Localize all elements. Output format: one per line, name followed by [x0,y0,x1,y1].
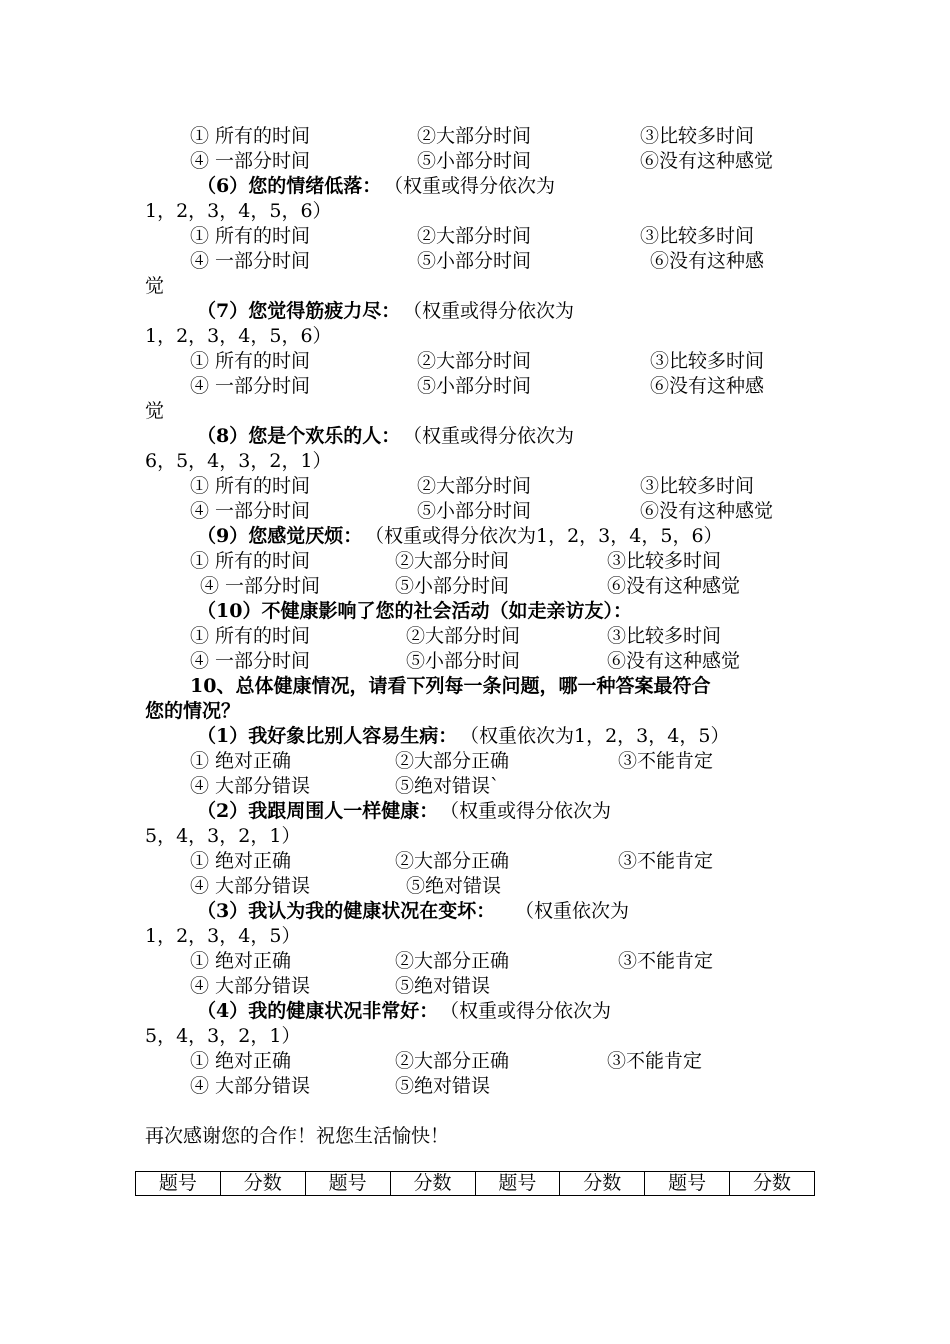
weights-text: 6，5，4，3，2，1） [145,450,332,472]
answer-option: ③比较多时间 [640,125,755,147]
wrap-text: 觉 [145,275,165,297]
weights-text: 5，4，3，2，1） [145,1025,301,1047]
table-cell-score: 分数 [220,1172,305,1196]
answer-option: ① 所有的时间 [190,225,311,247]
section-10-text: 10、总体健康情况，请看下列每一条问题，哪一种答案最符合 [190,675,711,697]
answer-option: ④ 一部分时间 [190,650,311,672]
answer-option: ① 绝对正确 [190,1050,292,1072]
question-7-text: （7）您觉得筋疲力尽： [197,300,401,322]
weights-text: 5，4，3，2，1） [145,825,301,847]
answer-option: ⑥没有这种感觉 [607,575,741,597]
wrap-text: 觉 [145,400,165,422]
answer-option: ③比较多时间 [607,550,722,572]
weights-text: 1，2，3，4，5，6） [145,200,332,222]
answer-option: ②大部分时间 [417,475,532,497]
table-cell-score: 分数 [560,1172,645,1196]
answer-option: ⑤小部分时间 [417,250,532,272]
answer-option: ②大部分正确 [395,850,510,872]
table-cell-question-no: 题号 [136,1172,221,1196]
answer-option: ③比较多时间 [640,225,755,247]
answer-option: ⑥没有这种感觉 [640,150,774,172]
question-10-4-text: （4）我的健康状况非常好： [197,1000,439,1022]
answer-option: ① 绝对正确 [190,750,292,772]
answer-option: ① 绝对正确 [190,850,292,872]
answer-option: ②大部分时间 [417,125,532,147]
table-cell-score: 分数 [730,1172,815,1196]
answer-option: ③不能肯定 [618,950,714,972]
answer-option: ⑤绝对错误 [406,875,502,897]
answer-option: ① 所有的时间 [190,625,311,647]
answer-option: ④ 大部分错误 [190,875,311,897]
question-10-1-text: （1）我好象比别人容易生病： [197,725,458,747]
answer-option: ②大部分时间 [395,550,510,572]
answer-option: ④ 一部分时间 [190,150,311,172]
closing-text: 再次感谢您的合作！祝您生活愉快！ [145,1125,450,1147]
table-cell-question-no: 题号 [475,1172,560,1196]
answer-option: ③比较多时间 [640,475,755,497]
answer-option: ① 绝对正确 [190,950,292,972]
answer-option: ④ 一部分时间 [190,250,311,272]
question-10-1-text: （权重依次为1，2，3，4，5） [460,725,730,747]
question-10-4-text: （权重或得分依次为 [440,1000,612,1022]
answer-option: ⑤绝对错误 [395,975,491,997]
answer-option: ⑤小部分时间 [406,650,521,672]
question-7-text: （权重或得分依次为 [403,300,575,322]
question-6-text: （权重或得分依次为 [384,175,556,197]
answer-option: ②大部分正确 [395,750,510,772]
question-8-text: （8）您是个欢乐的人： [197,425,401,447]
weights-text: 1，2，3，4，5，6） [145,325,332,347]
answer-option: ④ 大部分错误 [190,975,311,997]
table-cell-question-no: 题号 [305,1172,390,1196]
answer-option: ⑥没有这种感觉 [607,650,741,672]
answer-option: ① 所有的时间 [190,350,311,372]
answer-option: ⑤绝对错误` [395,775,500,797]
answer-option: ⑥没有这种感觉 [640,500,774,522]
weights-text: 1，2，3，4，5） [145,925,301,947]
answer-option: ③比较多时间 [650,350,765,372]
question-10-2-text: （权重或得分依次为 [440,800,612,822]
table-cell-question-no: 题号 [645,1172,730,1196]
answer-option: ⑤小部分时间 [395,575,510,597]
answer-option: ④ 一部分时间 [190,375,311,397]
answer-option: ⑥没有这种感 [650,250,765,272]
score-table [135,1171,815,1196]
answer-option: ⑤绝对错误 [395,1075,491,1097]
table-cell-score: 分数 [390,1172,475,1196]
answer-option: ②大部分时间 [417,225,532,247]
question-10-3-text: （3）我认为我的健康状况在变坏： [197,900,496,922]
question-8-text: （权重或得分依次为 [403,425,575,447]
answer-option: ① 所有的时间 [190,550,311,572]
question-10-3-text: （权重依次为 [515,900,630,922]
answer-option: ① 所有的时间 [190,475,311,497]
answer-option: ③不能肯定 [607,1050,703,1072]
answer-option: ③不能肯定 [618,750,714,772]
answer-option: ②大部分正确 [395,1050,510,1072]
answer-option: ②大部分时间 [417,350,532,372]
answer-option: ④ 一部分时间 [190,500,311,522]
answer-option: ③比较多时间 [607,625,722,647]
answer-option: ②大部分时间 [406,625,521,647]
answer-option: ⑤小部分时间 [417,500,532,522]
section-10-cont-text: 您的情况？ [145,700,241,722]
answer-option: ②大部分正确 [395,950,510,972]
question-6-text: （6）您的情绪低落： [197,175,382,197]
score-table-header-row [136,1172,815,1196]
answer-option: ④ 大部分错误 [190,1075,311,1097]
answer-option: ⑤小部分时间 [417,150,532,172]
answer-option: ⑥没有这种感 [650,375,765,397]
question-9-text: （权重或得分依次为1，2，3，4，5，6） [365,525,723,547]
question-9-text: （9）您感觉厌烦： [197,525,363,547]
answer-option: ① 所有的时间 [190,125,311,147]
answer-option: ④ 一部分时间 [200,575,321,597]
answer-option: ④ 大部分错误 [190,775,311,797]
question-10-2-text: （2）我跟周围人一样健康： [197,800,439,822]
answer-option: ③不能肯定 [618,850,714,872]
answer-option: ⑤小部分时间 [417,375,532,397]
question-10-text: （10）不健康影响了您的社会活动（如走亲访友）： [197,600,632,622]
